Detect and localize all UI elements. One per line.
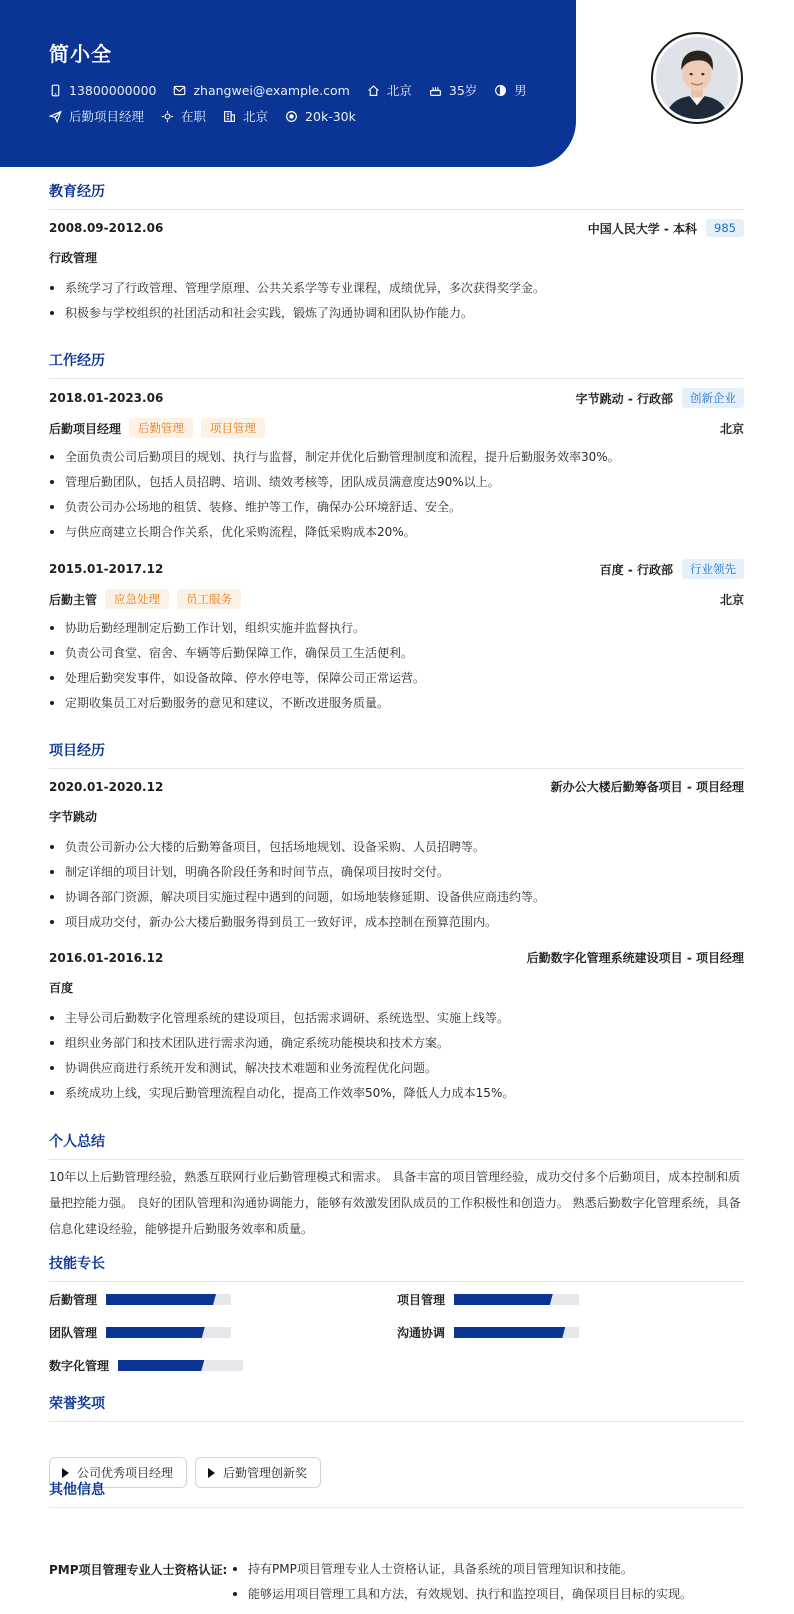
skill-name: 沟通协调: [397, 1326, 446, 1340]
mail-icon: [173, 84, 186, 97]
list-item: 负责公司食堂、宿舍、车辆等后勤保障工作，确保员工生活便利。: [49, 644, 744, 669]
skill-item: [397, 1291, 579, 1308]
skills-section-title: 技能专长: [49, 1253, 744, 1282]
list-item: 管理后勤团队，包括人员招聘、培训、绩效考核等，团队成员满意度达90%以上。: [49, 473, 744, 498]
projects-section-title: 项目经历: [49, 740, 744, 769]
list-item: 能够运用项目管理工具和方法，有效规划、执行和监控项目，确保项目目标的实现。: [232, 1585, 692, 1610]
city-text: 北京: [243, 109, 269, 124]
job-role-row: [49, 589, 744, 609]
other-section-title: 其他信息: [49, 1479, 744, 1508]
age-text: 35岁: [448, 83, 478, 98]
job-role: 后勤主管: [49, 592, 98, 607]
salary-item: [285, 109, 356, 124]
education-section-title: 教育经历: [49, 181, 744, 210]
age-item: [429, 81, 477, 99]
job-role-group: [49, 418, 265, 438]
list-item: 全面负责公司后勤项目的规划、执行与监督，制定并优化后勤管理制度和流程，提升后勤服务效率30%。: [49, 448, 744, 473]
list-item: 制定详细的项目计划，明确各阶段任务和时间节点，确保项目按时交付。: [49, 863, 744, 888]
status-text: 在职: [181, 109, 207, 124]
skill-level-bar: [106, 1327, 231, 1338]
work-section-title: 工作经历: [49, 350, 744, 379]
job-bullets: [49, 448, 744, 548]
education-tag: 985: [706, 219, 744, 237]
job-company-group: [576, 388, 744, 408]
job-role: 后勤项目经理: [49, 421, 122, 436]
gender-item: [494, 81, 527, 99]
job-location: 北京: [719, 592, 744, 607]
job-row: [49, 107, 373, 125]
education-bullets: [49, 279, 744, 329]
play-icon: [208, 1468, 215, 1478]
contact-row: [49, 81, 544, 99]
honors-section-title: 荣誉奖项: [49, 1393, 744, 1422]
list-item: 定期收集员工对后勤服务的意见和建议，不断改进服务质量。: [49, 694, 744, 719]
education-date: 2008.09-2012.06: [49, 221, 164, 235]
resume-header: [0, 0, 576, 167]
gender-text: 男: [514, 83, 527, 98]
list-item: 主导公司后勤数字化管理系统的建设项目，包括需求调研、系统选型、实施上线等。: [49, 1009, 744, 1034]
summary-line: 信息化建设经验，能够提升后勤服务效率和质量。: [49, 1222, 314, 1236]
skill-tag: 项目管理: [201, 418, 265, 438]
project-name: 新办公大楼后勤筹备项目 - 项目经理: [550, 780, 744, 794]
job-header-row: [49, 388, 744, 408]
gender-icon: [494, 84, 507, 97]
project-bullets: [49, 838, 744, 938]
education-school: 中国人民大学 - 本科: [587, 221, 698, 236]
list-item: 系统学习了行政管理、管理学原理、公共关系学等专业课程，成绩优异，多次获得奖学金。: [49, 279, 744, 304]
skill-item: [49, 1291, 231, 1308]
money-icon: [285, 110, 298, 123]
avatar-photo: [656, 37, 738, 119]
project-date: 2020.01-2020.12: [49, 779, 164, 794]
status-icon: [161, 110, 174, 123]
job-company: 百度 - 行政部: [599, 562, 673, 577]
candidate-name: 简小全: [49, 42, 112, 66]
skill-name: 后勤管理: [49, 1293, 98, 1307]
age-icon: [429, 84, 442, 97]
list-item: 协助后勤经理制定后勤工作计划，组织实施并监督执行。: [49, 619, 744, 644]
list-item: 负责公司办公场地的租赁、装修、维护等工作，确保办公环境舒适、安全。: [49, 498, 744, 523]
project-name: 后勤数字化管理系统建设项目 - 项目经理: [526, 951, 744, 965]
other-label: PMP项目管理专业人士资格认证:: [49, 1563, 228, 1577]
other-bullets: [232, 1560, 692, 1610]
list-item: 协调各部门资源，解决项目实施过程中遇到的问题，如场地装修延期、设备供应商违约等。: [49, 888, 744, 913]
location-text: 北京: [386, 83, 412, 98]
job-date: 2015.01-2017.12: [49, 562, 164, 576]
location-item: [367, 81, 412, 99]
job-company-group: [600, 559, 744, 579]
list-item: 负责公司新办公大楼的后勤筹备项目，包括场地规划、设备采购、人员招聘等。: [49, 838, 744, 863]
avatar: [651, 32, 743, 124]
email-item: [173, 83, 349, 98]
skill-name: 团队管理: [49, 1326, 98, 1340]
skill-level-fill: [106, 1327, 205, 1338]
job-company: 字节跳动 - 行政部: [575, 391, 673, 406]
phone-item: [49, 83, 156, 98]
position-text: 后勤项目经理: [69, 109, 145, 124]
skill-item: [49, 1324, 231, 1341]
company-tag: 行业领先: [682, 559, 744, 579]
skill-item: [397, 1324, 579, 1341]
skill-level-bar: [454, 1294, 579, 1305]
skill-level-fill: [454, 1327, 565, 1338]
skill-level-fill: [118, 1360, 204, 1371]
list-item: 积极参与学校组织的社团活动和社会实践，锻炼了沟通协调和团队协作能力。: [49, 304, 744, 329]
skill-level-bar: [118, 1360, 243, 1371]
send-icon: [49, 110, 62, 123]
education-major-row: [49, 249, 744, 266]
skill-item: [49, 1357, 243, 1374]
education-school-group: [588, 219, 744, 237]
skill-level-fill: [454, 1294, 553, 1305]
project-org-row: [49, 808, 744, 825]
city-item: [223, 107, 268, 125]
award-label: 后勤管理创新奖: [223, 1466, 308, 1480]
project-header-row: [49, 778, 744, 795]
skill-name: 项目管理: [397, 1293, 446, 1307]
award-label: 公司优秀项目经理: [77, 1466, 174, 1480]
summary-text: [49, 1164, 744, 1242]
project-header-row: [49, 949, 744, 966]
education-major: 行政管理: [49, 251, 98, 265]
skill-level-fill: [106, 1294, 216, 1305]
project-org: 百度: [49, 981, 74, 995]
salary-text: 20k-30k: [305, 108, 356, 124]
job-role-row: [49, 418, 744, 438]
skill-tag: 员工服务: [177, 589, 241, 609]
email-text: zhangwei@example.com: [193, 82, 350, 98]
project-bullets: [49, 1009, 744, 1109]
list-item: 处理后勤突发事件，如设备故障、停水停电等，保障公司正常运营。: [49, 669, 744, 694]
summary-line: 量把控能力强。 良好的团队管理和沟通协调能力，能够有效激发团队成员的工作积极性和创造力。 熟悉后勤数字化管理系统，具备: [49, 1196, 741, 1210]
job-header-row: [49, 559, 744, 579]
skill-tag: 应急处理: [105, 589, 169, 609]
list-item: 项目成功交付，新办公大楼后勤服务得到员工一致好评，成本控制在预算范围内。: [49, 913, 744, 938]
job-location: 北京: [719, 421, 744, 436]
home-icon: [367, 84, 380, 97]
job-date: 2018.01-2023.06: [49, 391, 164, 405]
skill-level-bar: [106, 1294, 231, 1305]
company-tag: 创新企业: [682, 388, 744, 408]
list-item: 与供应商建立长期合作关系，优化采购流程，降低采购成本20%。: [49, 523, 744, 548]
phone-text: 13800000000: [69, 82, 157, 98]
project-date: 2016.01-2016.12: [49, 950, 164, 965]
list-item: 系统成功上线，实现后勤管理流程自动化，提高工作效率50%，降低人力成本15%。: [49, 1084, 744, 1109]
position-item: [49, 107, 144, 125]
list-item: 组织业务部门和技术团队进行需求沟通，确定系统功能模块和技术方案。: [49, 1034, 744, 1059]
project-org-row: [49, 979, 744, 996]
job-role-group: [49, 589, 241, 609]
skill-level-bar: [454, 1327, 579, 1338]
skill-tag: 后勤管理: [129, 418, 193, 438]
play-icon: [62, 1468, 69, 1478]
education-header-row: [49, 219, 744, 237]
summary-line: 10年以上后勤管理经验，熟悉互联网行业后勤管理模式和需求。 具备丰富的项目管理经验，成功交付多个后勤项目，成本控制和质: [49, 1170, 741, 1184]
list-item: 持有PMP项目管理专业人士资格认证，具备系统的项目管理知识和技能。: [232, 1560, 692, 1585]
summary-section-title: 个人总结: [49, 1131, 744, 1160]
phone-icon: [49, 84, 62, 97]
list-item: 协调供应商进行系统开发和测试，解决技术难题和业务流程优化问题。: [49, 1059, 744, 1084]
status-item: [161, 107, 206, 125]
skill-name: 数字化管理: [49, 1359, 110, 1373]
job-bullets: [49, 619, 744, 719]
building-icon: [223, 110, 236, 123]
project-org: 字节跳动: [49, 810, 98, 824]
